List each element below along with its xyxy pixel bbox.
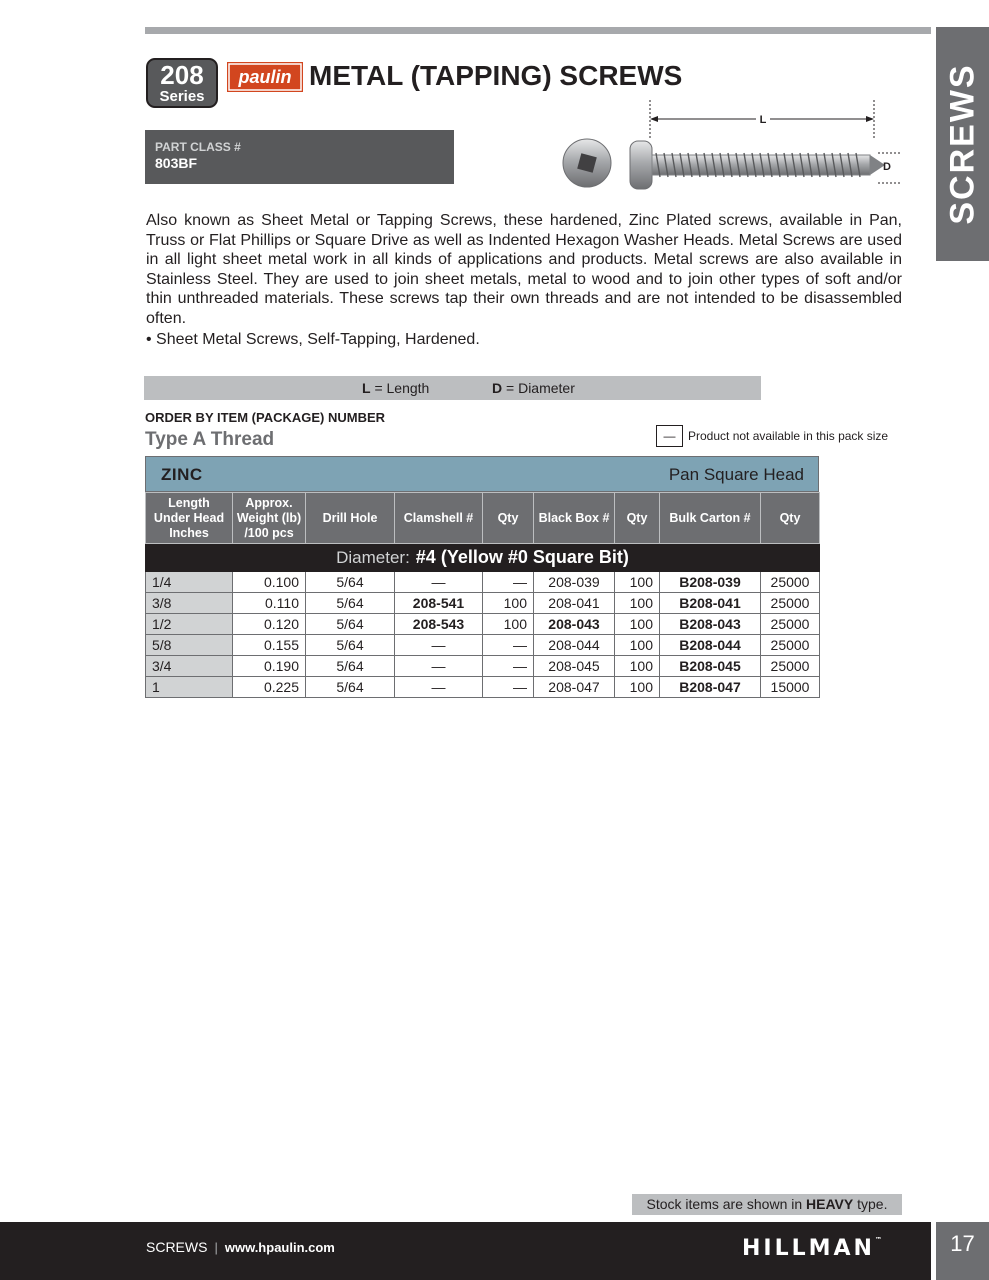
not-available-symbol: — [656,425,683,447]
table-row [146,635,820,656]
cell-length: 1/4 [146,572,233,593]
stock-items-note: Stock items are shown in HEAVY type. [632,1194,902,1215]
screw-diagram [560,98,910,193]
cell-black-box: 208-039 [534,572,615,593]
cell-bulk-carton: B208-044 [660,635,761,656]
cell-clamshell: — [395,572,483,593]
cell-bulk-qty: 25000 [761,614,820,635]
cell-bulk-qty: 25000 [761,635,820,656]
legend-length: L = Length [362,380,430,396]
length-dimension [650,100,874,138]
finish-label: ZINC [161,465,203,484]
legend-diameter: D = Diameter [492,380,575,396]
product-description: Also known as Sheet Metal or Tapping Screws, these hardened, Zinc Plated screws, available in Pan, Truss or Flat Phillips or Square Drive as well as Indented Hexagon Washer Heads. Metal Screws are used in all light sheet metal work in all kinds of applications and products. Metal screws are also available in Stainless Steel. They are used to join sheet metals, metal to wood and to join other types of soft and/or thin unthreaded materials. These screws tap their own threads and are not intended to be disassembled often. [146,212,902,327]
finish-bar [145,456,819,492]
cell-drill: 5/64 [306,572,395,593]
cell-length: 3/8 [146,593,233,614]
page-title: METAL (TAPPING) SCREWS [309,60,683,91]
cell-length: 3/4 [146,656,233,677]
diameter-cell [146,544,820,572]
screw-head-top-view [563,139,611,187]
cell-length: 1/2 [146,614,233,635]
product-table [145,456,819,698]
cell-bulk-carton: B208-043 [660,614,761,635]
diameter-row-value: #4 (Yellow #0 Square Bit) [415,547,629,567]
screw-side-view [630,141,885,189]
cell-clamshell: 208-543 [395,614,483,635]
cell-black-box: 208-044 [534,635,615,656]
cell-drill: 5/64 [306,656,395,677]
cell-weight: 0.225 [233,677,306,698]
footer-separator: | [214,1240,218,1255]
diameter-row [146,544,820,572]
product-grid [145,492,820,698]
cell-clamshell: — [395,677,483,698]
paulin-logo [227,62,303,92]
length-label: L [759,114,767,126]
cell-length: 5/8 [146,635,233,656]
cell-weight: 0.110 [233,593,306,614]
cell-black-box: 208-045 [534,656,615,677]
cell-clamshell-qty: 100 [483,593,534,614]
cell-drill: 5/64 [306,635,395,656]
cell-black-box: 208-043 [534,614,615,635]
col-drill-hole: Drill Hole [306,493,395,544]
series-number: 208 [160,60,204,90]
cell-bulk-carton: B208-045 [660,656,761,677]
series-badge [146,58,218,108]
cell-black-box-qty: 100 [615,677,660,698]
cell-clamshell: 208-541 [395,593,483,614]
cell-weight: 0.190 [233,656,306,677]
dimension-legend [144,376,761,400]
cell-weight: 0.155 [233,635,306,656]
cell-clamshell-qty: — [483,677,534,698]
order-heading: ORDER BY ITEM (PACKAGE) NUMBER [145,410,386,425]
side-tab-label: SCREWS [943,63,981,225]
cell-black-box-qty: 100 [615,572,660,593]
series-label: Series [159,88,205,105]
brand-text: paulin [238,67,292,87]
cell-black-box-qty: 100 [615,614,660,635]
cell-clamshell: — [395,656,483,677]
table-row [146,677,820,698]
table-row [146,593,820,614]
cell-weight: 0.100 [233,572,306,593]
cell-bulk-carton: B208-047 [660,677,761,698]
not-available-note: Product not available in this pack size [688,429,889,443]
cell-bulk-qty: 15000 [761,677,820,698]
cell-drill: 5/64 [306,677,395,698]
col-clamshell-qty: Qty [483,493,534,544]
feature-bullet: • Sheet Metal Screws, Self-Tapping, Hardened. [146,331,480,348]
table-row [146,572,820,593]
footer-text [146,1239,335,1255]
cell-clamshell-qty: 100 [483,614,534,635]
diameter-row-label: Diameter: [336,548,410,567]
table-row [146,656,820,677]
cell-black-box-qty: 100 [615,593,660,614]
part-class-box [145,130,454,184]
footer-website-link[interactable]: www.hpaulin.com [224,1240,335,1255]
diameter-dimension [878,153,902,183]
col-black-box: Black Box # [534,493,615,544]
cell-clamshell-qty: — [483,572,534,593]
cell-clamshell: — [395,635,483,656]
col-weight: Approx. Weight (lb) /100 pcs [233,493,306,544]
part-class-label: PART CLASS # [155,140,241,154]
cell-weight: 0.120 [233,614,306,635]
footer-section: SCREWS [146,1239,208,1255]
cell-length: 1 [146,677,233,698]
page-number: 17 [936,1222,989,1280]
cell-black-box: 208-047 [534,677,615,698]
col-length: Length Under Head Inches [146,493,233,544]
section-side-tab [936,27,989,261]
cell-drill: 5/64 [306,614,395,635]
diameter-label: D [883,161,891,173]
col-black-box-qty: Qty [615,493,660,544]
cell-black-box-qty: 100 [615,656,660,677]
col-bulk-qty: Qty [761,493,820,544]
col-clamshell: Clamshell # [395,493,483,544]
cell-clamshell-qty: — [483,656,534,677]
cell-bulk-qty: 25000 [761,572,820,593]
cell-bulk-carton: B208-039 [660,572,761,593]
footer-bar [0,1222,931,1280]
table-row [146,614,820,635]
cell-bulk-qty: 25000 [761,593,820,614]
part-class-value: 803BF [155,155,198,171]
thread-type-heading: Type A Thread [145,429,275,450]
col-bulk-carton: Bulk Carton # [660,493,761,544]
cell-bulk-carton: B208-041 [660,593,761,614]
cell-clamshell-qty: — [483,635,534,656]
top-rule [145,27,931,34]
cell-drill: 5/64 [306,593,395,614]
cell-black-box: 208-041 [534,593,615,614]
hillman-logo: HILLMAN™ [742,1236,882,1261]
cell-bulk-qty: 25000 [761,656,820,677]
head-type-label: Pan Square Head [668,465,804,484]
table-header-row [146,493,820,544]
cell-black-box-qty: 100 [615,635,660,656]
